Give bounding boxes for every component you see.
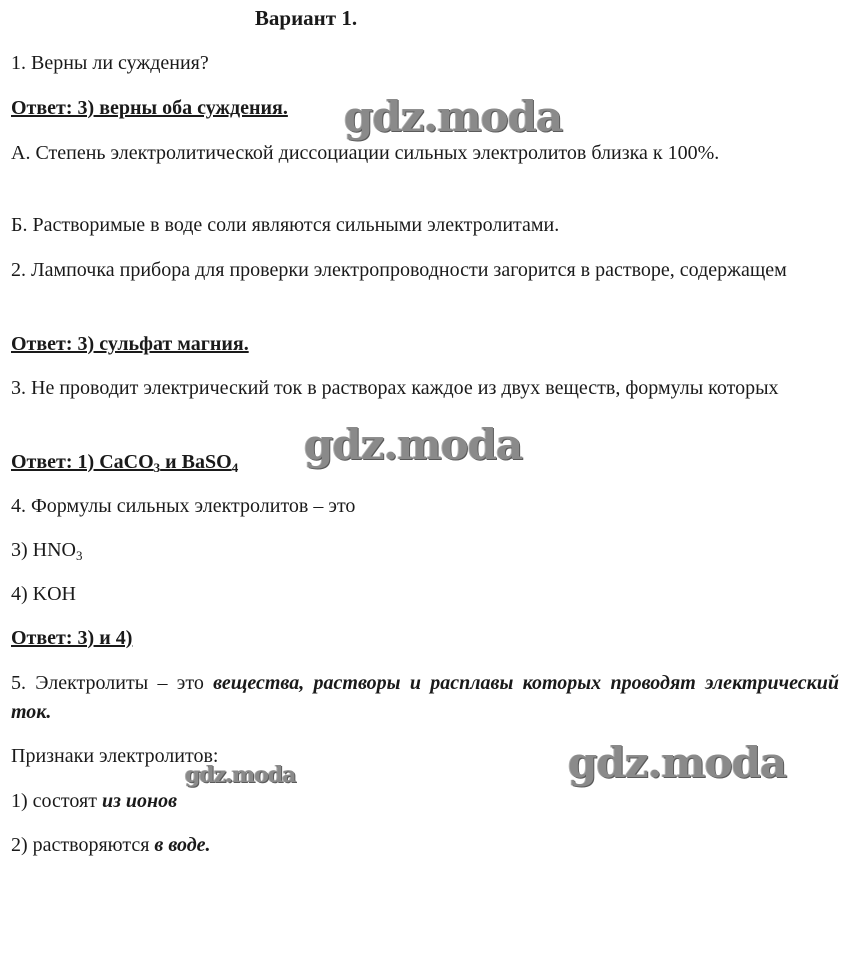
watermark-logo: gdz.moda [304, 420, 523, 469]
q4-question: 4. Формулы сильных электролитов – это [11, 495, 356, 517]
q2-answer: Ответ: 3) сульфат магния. [11, 333, 249, 355]
q4-option-3-sub: 3 [76, 548, 83, 563]
q5-sign-2 [11, 831, 839, 860]
q1-question: 1. Верны ли суждения? [11, 52, 209, 74]
q3-answer-mid: и BaSO [160, 451, 232, 473]
watermark-logo: gdz.moda [344, 92, 563, 141]
q5-question [11, 669, 839, 727]
page-title: Вариант 1. [254, 6, 358, 30]
watermark-logo: gdz.moda [185, 762, 296, 788]
q5-sign-2-text: 2) растворяются [11, 834, 155, 856]
watermark-logo: gdz.moda [568, 738, 787, 787]
q5-question-prefix: 5. Электролиты – это [11, 672, 214, 694]
q5-sign-1-emphasis: из ионов [101, 790, 178, 812]
q3-answer-sub1: 3 [153, 460, 161, 475]
q3-question: 3. Не проводит электрический ток в растворах каждое из двух веществ, формулы которых [11, 377, 779, 399]
q5-sign-2-emphasis: в воде. [154, 834, 211, 856]
q4-option-3 [11, 536, 839, 565]
q3-answer-prefix: Ответ: 1) CaCO [11, 451, 154, 473]
q3-answer [11, 448, 238, 477]
q5-signs-label: Признаки электролитов: [11, 745, 219, 767]
q1-answer: Ответ: 3) верны оба суждения. [11, 97, 288, 119]
q4-option-3-text: 3) HNO [11, 539, 76, 561]
q5-question-emphasis: вещества, растворы и расплавы которых проводят электрический ток. [11, 672, 839, 723]
q3-answer-sub2: 4 [231, 460, 239, 475]
q4-option-4: 4) KOH [11, 583, 76, 605]
q1-statement-b: Б. Растворимые в воде соли являются сильными электролитами. [11, 214, 560, 236]
q2-question: 2. Лампочка прибора для проверки электропроводности загорится в растворе, содержащем [11, 259, 787, 281]
q4-answer: Ответ: 3) и 4) [11, 627, 133, 649]
q5-sign-1 [11, 787, 839, 816]
q5-sign-1-text: 1) состоят [11, 790, 102, 812]
q1-statement-a: А. Степень электролитической диссоциации сильных электролитов близка к 100%. [11, 142, 720, 164]
